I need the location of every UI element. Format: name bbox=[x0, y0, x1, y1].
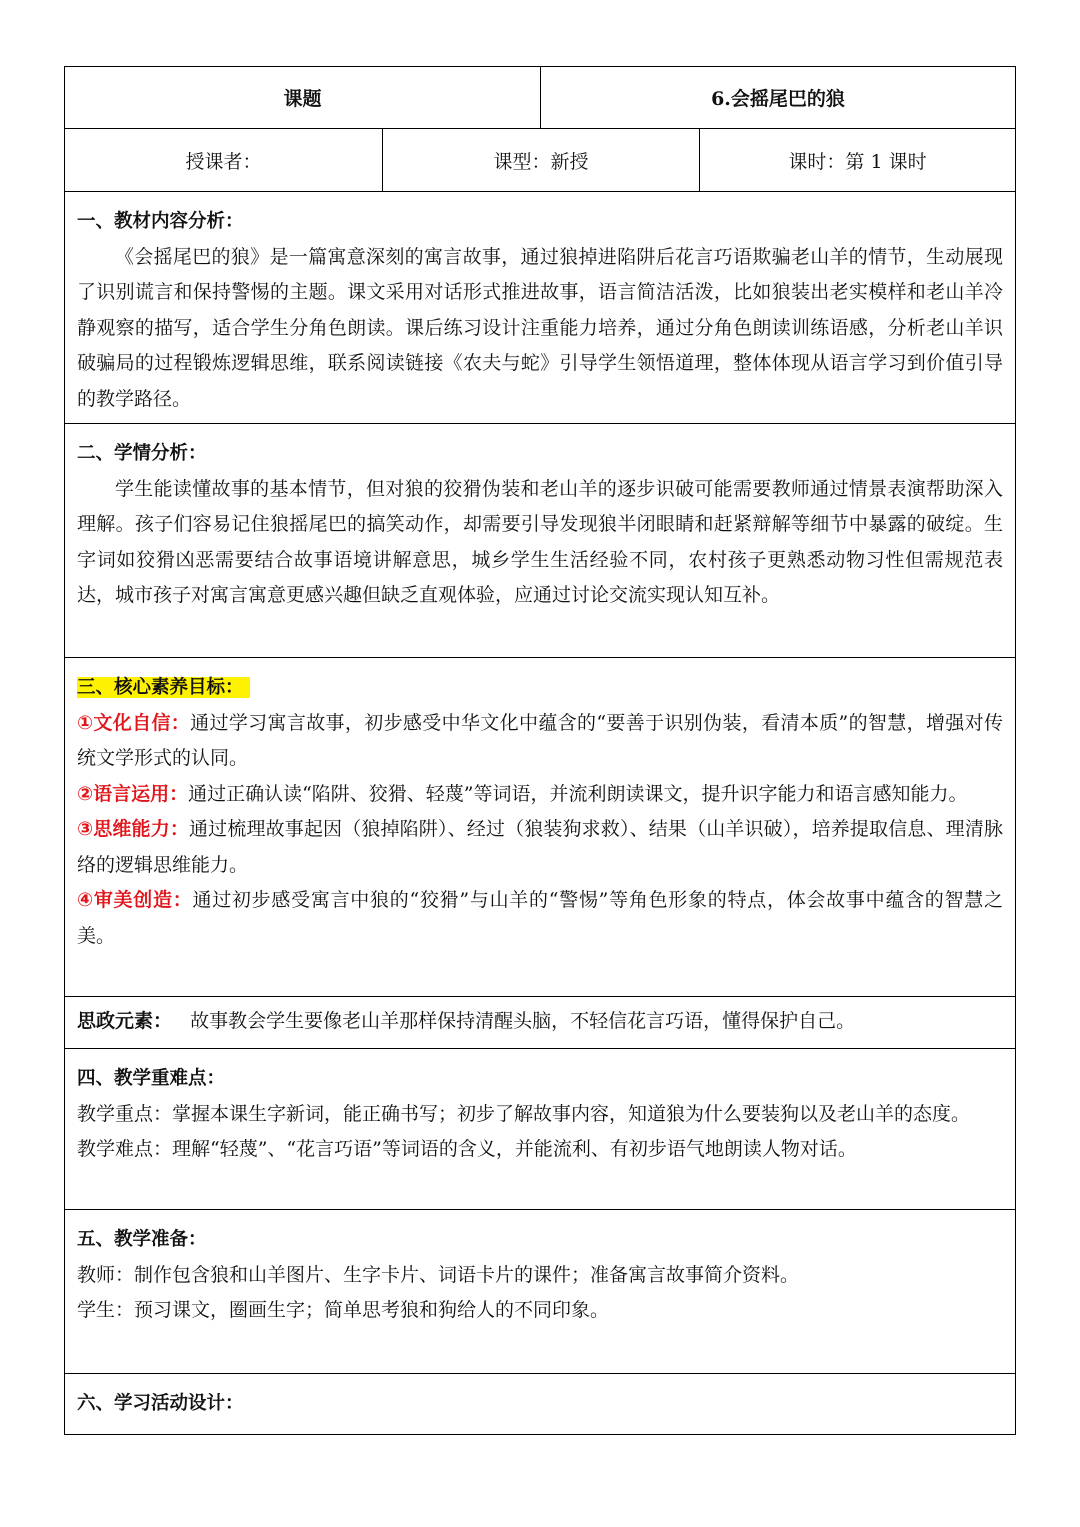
section-student-analysis bbox=[65, 424, 1015, 658]
difficulty-point: 教学难点：理解“轻蔑”、“花言巧语”等词语的含义，并能流利、有初步语气地朗读人物对话。 bbox=[77, 1138, 857, 1160]
goal-label: ③思维能力： bbox=[77, 818, 189, 840]
info-row bbox=[65, 129, 1015, 192]
goal-item bbox=[77, 777, 1003, 813]
section-preparation bbox=[65, 1210, 1015, 1374]
goal-label: ②语言运用： bbox=[77, 782, 189, 805]
goal-text: 通过梳理故事起因（狼掉陷阱）、经过（狼装狗求救）、结果（山羊识破），培养提取信息、理清脉络的逻辑思维能力。 bbox=[77, 818, 1003, 876]
ideology-text: 故事教会学生要像老山羊那样保持清醒头脑，不轻信花言巧语，懂得保护自己。 bbox=[190, 1010, 856, 1032]
section-title: 三、核心素养目标： bbox=[77, 677, 250, 698]
section-body: 学生能读懂故事的基本情节，但对狼的狡猾伪装和老山羊的逐步识破可能需要教师通过情景表演帮助深入理解。孩子们容易记住狼摇尾巴的搞笑动作，却需要引导发现狼半闭眼睛和赶紧辩解等细节中暴露的破绽。生字词如狡猾凶恶需要结合故事语境讲解意思，城乡学生生活经验不同，农村孩子更熟悉动物习性但需规范表达，城市孩子对寓言寓意更感兴趣但缺乏直观体验，应通过讨论交流实现认知互补。 bbox=[77, 477, 1003, 606]
topic-label: 课题 bbox=[283, 88, 322, 110]
ideology-label: 思政元素： bbox=[77, 1010, 173, 1032]
teacher-prep: 教师：制作包含狼和山羊图片、生字卡片、词语卡片的课件；准备寓言故事简介资料。 bbox=[77, 1263, 800, 1286]
goal-label: ①文化自信： bbox=[77, 711, 191, 734]
section-ideology bbox=[65, 997, 1015, 1049]
section-material-analysis bbox=[65, 192, 1015, 424]
goal-item bbox=[77, 706, 1003, 777]
section-title: 五、教学准备： bbox=[77, 1229, 207, 1250]
student-prep: 学生：预习课文，圈画生字；简单思考狼和狗给人的不同印象。 bbox=[77, 1299, 610, 1321]
section-title: 六、学习活动设计： bbox=[77, 1393, 244, 1414]
key-point: 教学重点：掌握本课生字新词，能正确书写；初步了解故事内容，知道狼为什么要装狗以及老山羊的态度。 bbox=[77, 1102, 971, 1125]
topic-row bbox=[65, 67, 1015, 129]
section-activity-design bbox=[65, 1374, 1015, 1434]
section-body: 《会摇尾巴的狼》是一篇寓意深刻的寓言故事，通过狼掉进陷阱后花言巧语欺骗老山羊的情节，生动展现了识别谎言和保持警惕的主题。课文采用对话形式推进故事，语言简洁活泼，比如狼装出老实模样和老山羊冷静观察的描写，适合学生分角色朗读。课后练习设计注重能力培养，通过分角色朗读训练语感，分析老山羊识破骗局的过程锻炼逻辑思维，联系阅读链接《农夫与蛇》引导学生领悟道理，整体体现从语言学习到价值引导的教学路径。 bbox=[77, 245, 1003, 410]
lesson-type: 课型：新授 bbox=[382, 129, 699, 191]
goal-text: 通过正确认读“陷阱、狡猾、轻蔑”等词语，并流利朗读课文，提升识字能力和语言感知能力。 bbox=[188, 782, 968, 805]
goal-label: ④审美创造： bbox=[77, 889, 193, 911]
section-title: 二、学情分析： bbox=[77, 443, 207, 464]
lesson-plan-table bbox=[64, 66, 1016, 1435]
lesson-time: 课时：第 1 课时 bbox=[699, 129, 1015, 191]
section-key-points bbox=[65, 1049, 1015, 1210]
section-title: 一、教材内容分析： bbox=[77, 211, 244, 232]
topic-value: 6.会摇尾巴的狼 bbox=[540, 67, 1015, 128]
section-title: 四、教学重难点： bbox=[77, 1068, 226, 1089]
goal-item bbox=[77, 812, 1003, 883]
teacher-label: 授课者： bbox=[185, 150, 262, 173]
section-core-goals bbox=[65, 658, 1015, 997]
goal-text: 通过初步感受寓言中狼的“狡猾”与山羊的“警惕”等角色形象的特点，体会故事中蕴含的智慧之美。 bbox=[77, 889, 1003, 947]
goal-item bbox=[77, 883, 1003, 954]
goal-text: 通过学习寓言故事，初步感受中华文化中蕴含的“要善于识别伪装，看清本质”的智慧，增强对传统文学形式的认同。 bbox=[77, 711, 1003, 769]
